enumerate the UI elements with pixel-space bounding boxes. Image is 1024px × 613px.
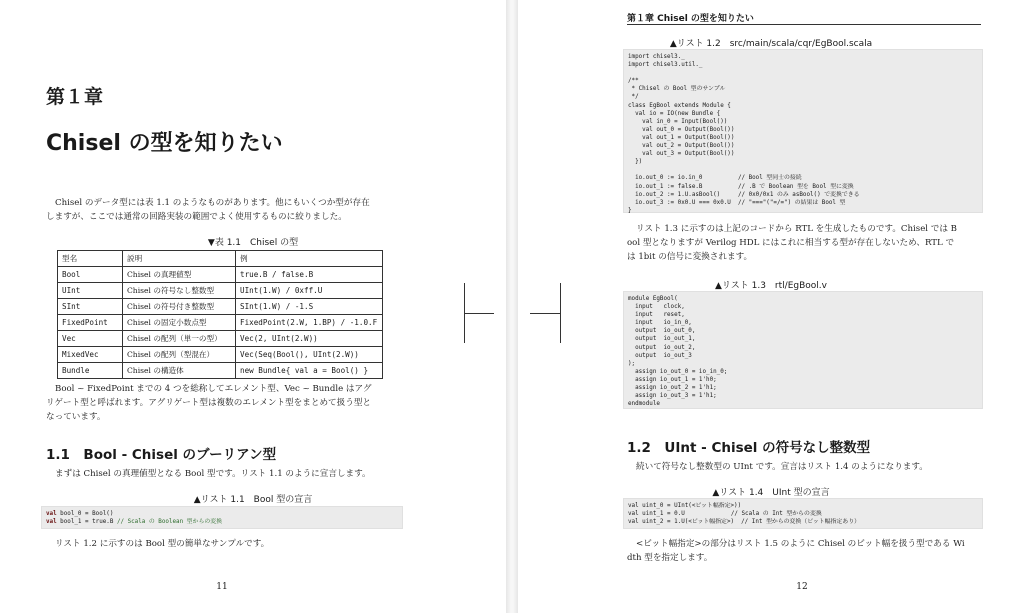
running-head: 第１章 Chisel の型を知りたい [627,14,754,24]
table-cell-example: SInt(1.W) / -1.S [236,299,383,315]
table-cell-example: UInt(1.W) / 0xff.U [236,283,383,299]
code-block: import chisel3._ import chisel3.util._ /** * Chisel の Bool 型のサンプル */ class EgBool extends Module { val io = IO(new Bundle { val in_0 = Input(Bool()) val out_0 = Output(Bool()) val out_1 = Output(Bool()) val out_2 = Output(Bool()) val out_3 = Output(Bool()) }) io.out_0 := io.in_0 // Bool 型同士の接続 io.out_1 := false.B // .B で Boolean 型を Bool 型に変換 io.out_2 := 1.U.asBool() // 0x0/0x1 のみ asBool() で変換できる io.out_3 := 0x0.U === 0x0.U // "==="("=/=") の結果は Bool 型 } [628,54,860,214]
table-cell-type: UInt [58,283,123,299]
listing-1-4-caption: ▲リスト 1.4 UInt 型の宣言 [712,488,830,498]
page-number: 12 [796,582,808,592]
table-cell-type: Bool [58,267,123,283]
paragraph-line: ool 型となりますが Verilog HDL にはこれに相当する型が存在しないため、RTL で [627,238,955,248]
table-cell-desc: Chisel の配列（型混在） [123,347,236,363]
right-page [518,0,1024,613]
table-row [58,299,383,315]
table-cell-desc: Chisel の固定小数点型 [123,315,236,331]
table-header-cell: 例 [236,251,383,267]
table-cell-desc: Chisel の構造体 [123,363,236,379]
paragraph-line: は 1bit の信号に変換されます。 [627,252,753,262]
table-cell-type: Vec [58,331,123,347]
chapter-title: Chisel の型を知りたい [46,131,283,156]
book-gutter [506,0,518,613]
table-cell-type: SInt [58,299,123,315]
table-cell-type: Bundle [58,363,123,379]
table-row [58,315,383,331]
paragraph-line: <ビット幅指定>の部分はリスト 1.5 のように Chisel のビット幅を扱う型である Wi [636,539,965,549]
code-text: bool_1 = true.B [56,519,117,526]
code-keyword: val [46,519,57,526]
table-cell-type: FixedPoint [58,315,123,331]
table-row [58,283,383,299]
listing-1-3-caption: ▲リスト 1.3 rtl/EgBool.v [715,281,827,291]
code-text: bool_0 = Bool() [56,511,114,517]
table-row [58,363,383,379]
code-comment: // Scala の Boolean 型からの変換 [116,519,223,526]
table-row [58,347,383,363]
crop-mark [530,313,560,314]
table-row [58,331,383,347]
listing-1-1-caption: ▲リスト 1.1 Bool 型の宣言 [193,495,313,505]
table-cell-desc: Chisel の配列（単一の型） [123,331,236,347]
section-title-1-1: 1.1 Bool - Chisel のブーリアン型 [46,447,277,463]
intro-line: Chisel のデータ型には表 1.1 のようなものがあります。他にもいくつか型が存在 [55,198,370,208]
code-line [46,518,398,526]
paragraph-line: dth 型を指定します。 [627,553,713,563]
table-cell-example: Vec(Seq(Bool(), UInt(2.W)) [236,347,383,363]
section-intro: 続いて符号なし整数型の UInt です。宣言はリスト 1.4 のようになります。 [636,462,928,472]
aggregate-line: リゲート型と呼ばれます。アグリゲート型は複数のエレメント型をまとめて扱う型と [46,398,372,408]
intro-line: しますが、ここでは通常の回路実装の範囲でよく使用するものに絞りました。 [46,212,347,222]
table-cell-desc: Chisel の符号なし整数型 [123,283,236,299]
table-cell-example: FixedPoint(2.W, 1.BP) / -1.0.F [236,315,383,331]
paragraph-1-3 [627,222,989,264]
left-page [0,0,506,613]
listing-1-3-code [623,291,983,409]
table-header-row [58,251,383,267]
crop-mark [464,313,494,314]
table-cell-desc: Chisel の符号付き整数型 [123,299,236,315]
running-head-rule [627,24,981,25]
closing-paragraph [627,537,991,565]
table-cell-desc: Chisel の真理値型 [123,267,236,283]
table-caption: ▼表 1.1 Chisel の型 [207,238,299,248]
listing-1-2-code [623,49,983,213]
listing-1-4-code [623,498,983,529]
crop-mark [560,283,561,343]
table-cell-example: true.B / false.B [236,267,383,283]
code-block: val uint_0 = UInt(<ビット幅指定>)) val uint_1 = 0.U // Scala の Int 型からの変換 val uint_2 = 1.U(<ビット幅指定>) // Int 型からの変換（ビット幅指定あり） [628,503,860,526]
code-line [46,510,398,518]
table-cell-example: new Bundle{ val a = Bool() } [236,363,383,379]
listing-1-2-caption: ▲リスト 1.2 src/main/scala/cqr/EgBool.scala [669,39,873,49]
aggregate-line: Bool ~ FixedPoint までの 4 つを総称してエレメント型、Vec ~ Bundle はアグ [55,384,372,394]
section-title-1-2: 1.2 UInt - Chisel の符号なし整数型 [627,440,871,456]
table-row [58,267,383,283]
intro-paragraph [46,196,416,224]
chapter-number: 第１章 [46,86,104,108]
aggregate-paragraph [46,382,416,424]
table-header-cell: 型名 [58,251,123,267]
listing-1-1-code [41,506,403,529]
paragraph-line: リスト 1.3 に示すのは上記のコードから RTL を生成したものです。Chisel では B [636,224,957,234]
page-number: 11 [216,582,228,592]
table-cell-example: Vec(2, UInt(2.W)) [236,331,383,347]
code-keyword: val [46,511,57,517]
types-table [57,250,383,379]
aggregate-line: なっています。 [46,412,106,422]
closing-paragraph: リスト 1.2 に示すのは Bool 型の簡単なサンプルです。 [55,539,270,549]
table-cell-type: MixedVec [58,347,123,363]
code-block: module EgBool( input clock, input reset, input io_in_0, output io_out_0, output io_out_1, output io_out_2, output io_out_3 ); assign io_out_0 = io_in_0; assign io_out_1 = 1'h0; assign io_out_2 = 1'h1; assign io_out_3 = 1'h1; endmodule [628,296,728,408]
table-header-cell: 説明 [123,251,236,267]
section-intro: まずは Chisel の真理値型となる Bool 型です。リスト 1.1 のように宣言します。 [55,469,371,479]
